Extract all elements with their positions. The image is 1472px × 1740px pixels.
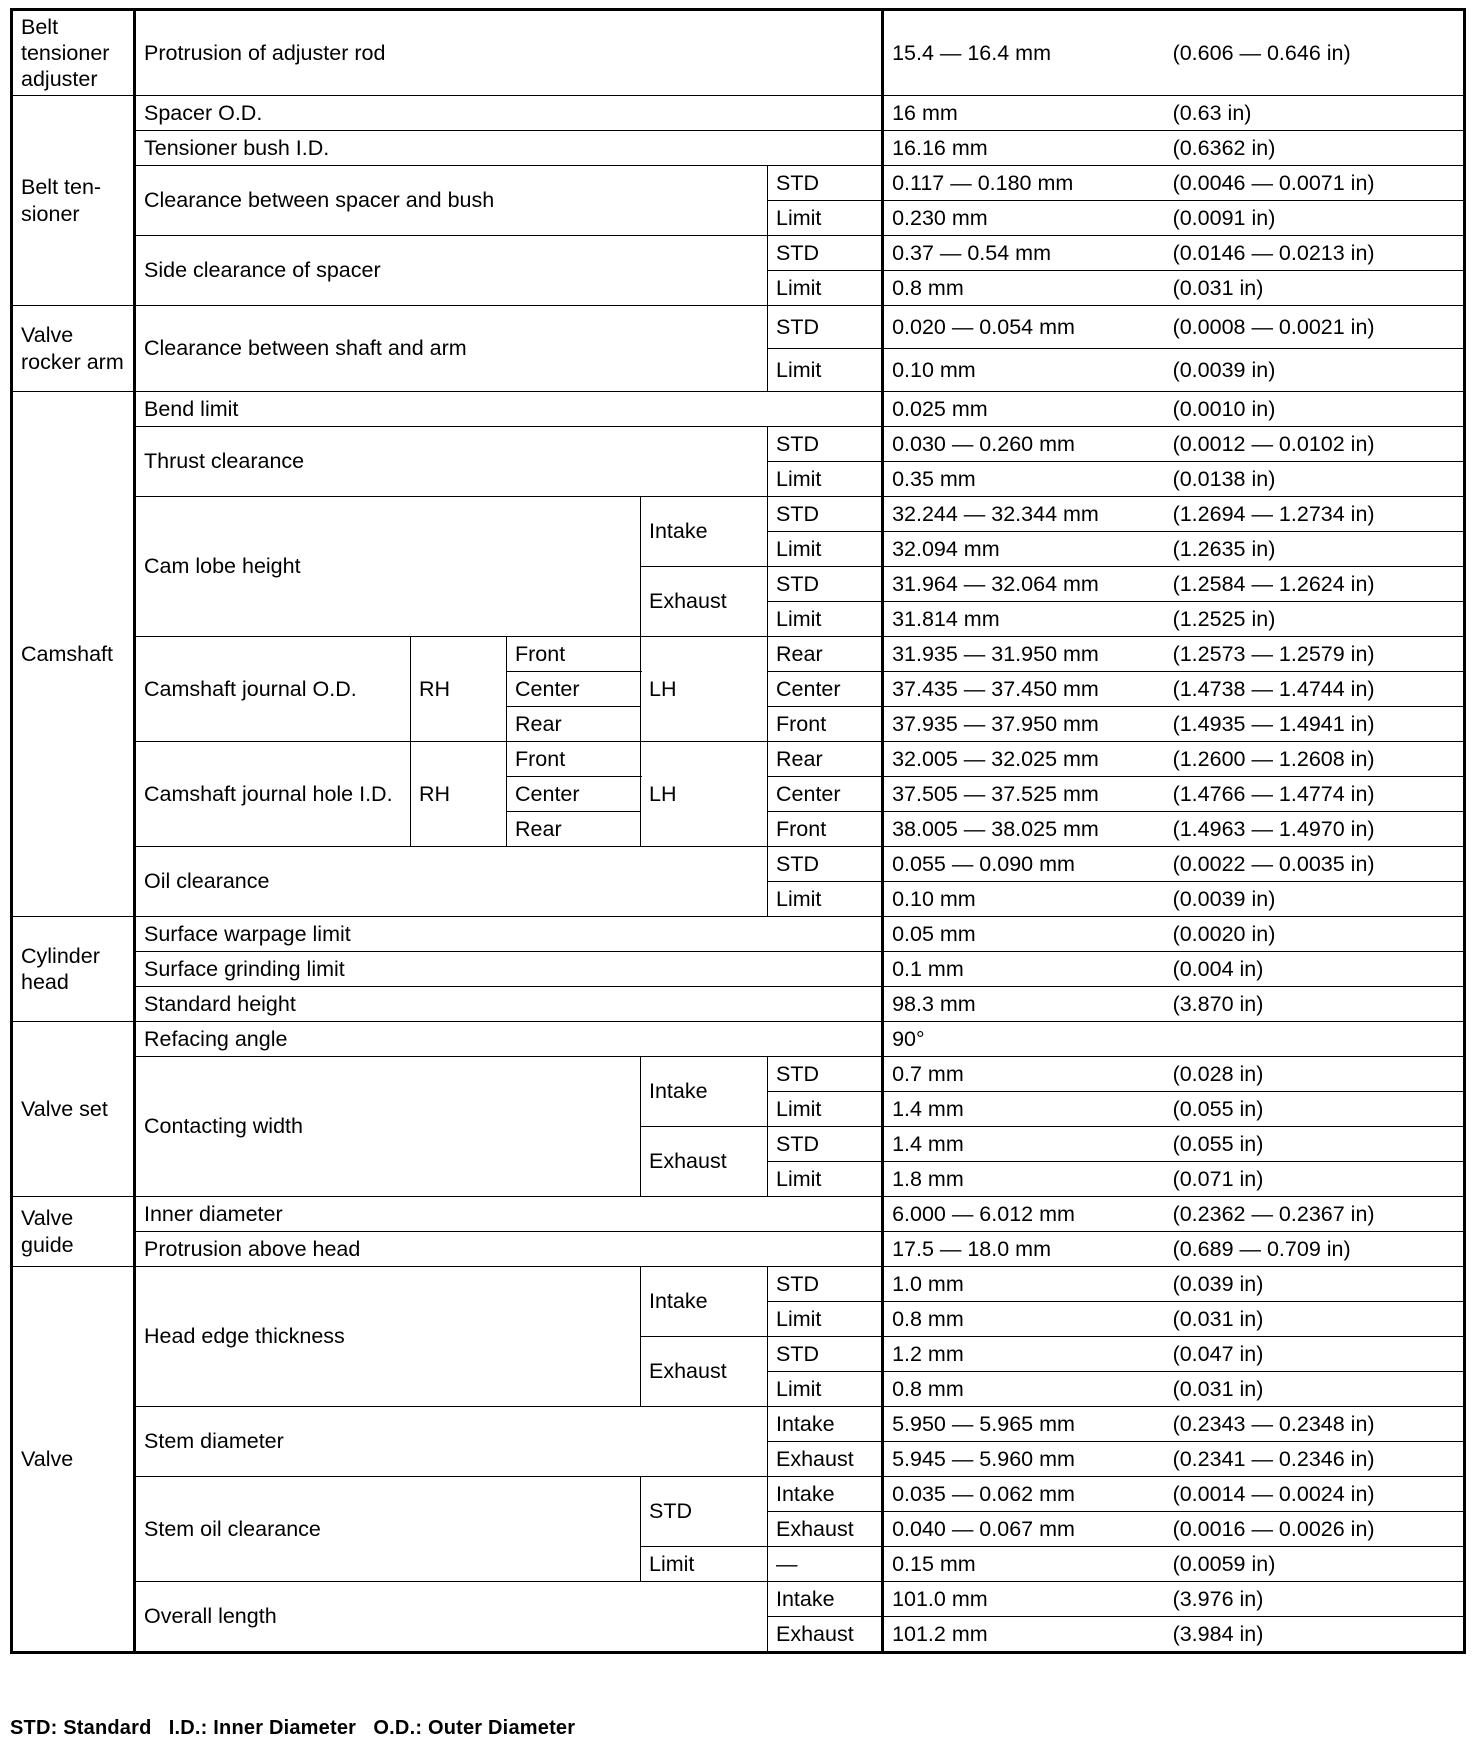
cell-value-mm: 5.945 — 5.960 mm (883, 1442, 1165, 1477)
cell-condition: Limit (768, 462, 883, 497)
cell-value-in: (0.071 in) (1165, 1162, 1465, 1197)
cell-value-in: (0.031 in) (1165, 271, 1465, 306)
cell-condition: STD (768, 1337, 883, 1372)
cell-value-mm: 17.5 — 18.0 mm (883, 1232, 1165, 1267)
cell-value-in: (0.0010 in) (1165, 392, 1465, 427)
cell-value-in: (0.2341 — 0.2346 in) (1165, 1442, 1465, 1477)
cell-condition: STD (768, 166, 883, 201)
table-row (12, 306, 1465, 349)
cell-value-in: (0.028 in) (1165, 1057, 1465, 1092)
cell-condition: STD (768, 1057, 883, 1092)
cell-condition: Center (768, 672, 883, 707)
cell-value-mm: 0.35 mm (883, 462, 1165, 497)
table-row (12, 987, 1465, 1022)
cell-value-in: (0.0046 — 0.0071 in) (1165, 166, 1465, 201)
table-row (12, 742, 1465, 777)
table-row (12, 96, 1465, 131)
cell-item: Camshaft journal hole I.D. (135, 742, 411, 847)
cell-value-mm: 32.094 mm (883, 532, 1165, 567)
table-row (12, 236, 1465, 271)
cell-condition: STD (768, 847, 883, 882)
cell-item: Protrusion of adjuster rod (135, 10, 883, 96)
cell-item: Surface grinding limit (135, 952, 883, 987)
table-row (12, 1267, 1465, 1302)
cell-qualifier: Intake (641, 1267, 768, 1337)
cell-item: Contacting width (135, 1057, 641, 1197)
cell-value-mm: 0.025 mm (883, 392, 1165, 427)
cell-value-mm: 32.005 — 32.025 mm (883, 742, 1165, 777)
cell-value-mm: 0.8 mm (883, 271, 1165, 306)
table-row (12, 917, 1465, 952)
table-row (12, 1232, 1465, 1267)
cell-condition: Limit (768, 602, 883, 637)
table-row (12, 166, 1465, 201)
cell-item: Clearance between shaft and arm (135, 306, 768, 392)
cell-condition: Limit (768, 1162, 883, 1197)
cell-value-mm: 0.05 mm (883, 917, 1165, 952)
cell-value-mm: 98.3 mm (883, 987, 1165, 1022)
cell-value-mm: 32.244 — 32.344 mm (883, 497, 1165, 532)
cell-qualifier: Exhaust (641, 567, 768, 637)
table-row (12, 1477, 1465, 1512)
cell-value-mm: 0.020 — 0.054 mm (883, 306, 1165, 349)
cell-condition: Rear (768, 742, 883, 777)
cell-value-in: (1.2584 — 1.2624 in) (1165, 567, 1465, 602)
cell-value-mm: 0.15 mm (883, 1547, 1165, 1582)
cell-value-in: (1.4935 — 1.4941 in) (1165, 707, 1465, 742)
cell-condition: Limit (768, 882, 883, 917)
cell-condition: Intake (768, 1582, 883, 1617)
cell-condition: Limit (768, 1302, 883, 1337)
cell-value-in: (0.0022 — 0.0035 in) (1165, 847, 1465, 882)
cell-value-in: (0.0138 in) (1165, 462, 1465, 497)
cell-group: Cylinder head (12, 917, 135, 1022)
abbreviation-legend: STD: Standard I.D.: Inner Diameter O.D.: Outer Diameter (10, 1717, 576, 1739)
cell-condition: Limit (768, 201, 883, 236)
cell-value-in: (3.984 in) (1165, 1617, 1465, 1653)
cell-side: RH (411, 742, 507, 847)
cell-condition: Limit (768, 349, 883, 392)
cell-value-mm: 1.4 mm (883, 1092, 1165, 1127)
cell-item: Head edge thickness (135, 1267, 641, 1407)
cell-position: Rear (507, 707, 641, 742)
cell-value-mm: 1.2 mm (883, 1337, 1165, 1372)
cell-condition: — (768, 1547, 883, 1582)
cell-condition: Front (768, 812, 883, 847)
table-row (12, 392, 1465, 427)
cell-value-mm: 0.37 — 0.54 mm (883, 236, 1165, 271)
cell-value-mm: 0.230 mm (883, 201, 1165, 236)
cell-condition: Limit (768, 1092, 883, 1127)
cell-condition: STD (768, 306, 883, 349)
cell-item: Clearance between spacer and bush (135, 166, 768, 236)
cell-condition: Limit (768, 532, 883, 567)
cell-position: Rear (507, 812, 641, 847)
table-row (12, 1407, 1465, 1442)
cell-value-in: (3.976 in) (1165, 1582, 1465, 1617)
cell-condition: STD (768, 567, 883, 602)
cell-value-in: (0.0012 — 0.0102 in) (1165, 427, 1465, 462)
cell-item: Bend limit (135, 392, 883, 427)
cell-item: Standard height (135, 987, 883, 1022)
cell-value-mm: 1.0 mm (883, 1267, 1165, 1302)
table-row (12, 1582, 1465, 1617)
cell-value-in: (0.055 in) (1165, 1092, 1465, 1127)
cell-qualifier: Intake (641, 497, 768, 567)
cell-value-mm: 1.4 mm (883, 1127, 1165, 1162)
cell-value-in: (0.2343 — 0.2348 in) (1165, 1407, 1465, 1442)
cell-value-in: (3.870 in) (1165, 987, 1465, 1022)
cell-value-mm: 0.8 mm (883, 1302, 1165, 1337)
cell-item: Protrusion above head (135, 1232, 883, 1267)
cell-position: Center (507, 777, 641, 812)
cell-group: Valve set (12, 1022, 135, 1197)
cell-condition: Front (768, 707, 883, 742)
table-row (12, 637, 1465, 672)
cell-condition: Exhaust (768, 1617, 883, 1653)
cell-value-mm: 0.035 — 0.062 mm (883, 1477, 1165, 1512)
cell-value-mm: 0.117 — 0.180 mm (883, 166, 1165, 201)
specification-table (10, 8, 1466, 1654)
cell-group: Valve rocker arm (12, 306, 135, 392)
table-row (12, 427, 1465, 462)
cell-value-in: (1.4963 — 1.4970 in) (1165, 812, 1465, 847)
cell-item: Cam lobe height (135, 497, 641, 637)
cell-value-in: (0.0059 in) (1165, 1547, 1465, 1582)
cell-side: RH (411, 637, 507, 742)
cell-item: Stem diameter (135, 1407, 768, 1477)
cell-value-mm: 16 mm (883, 96, 1165, 131)
cell-value-mm: 0.055 — 0.090 mm (883, 847, 1165, 882)
cell-condition: Intake (768, 1407, 883, 1442)
cell-condition: Exhaust (768, 1442, 883, 1477)
cell-value-in: (0.0039 in) (1165, 882, 1465, 917)
cell-value-mm: 31.935 — 31.950 mm (883, 637, 1165, 672)
cell-value-in: (1.2573 — 1.2579 in) (1165, 637, 1465, 672)
cell-value-mm: 31.814 mm (883, 602, 1165, 637)
cell-value-in: (0.0016 — 0.0026 in) (1165, 1512, 1465, 1547)
cell-value-mm: 0.8 mm (883, 1372, 1165, 1407)
cell-value-in: (0.047 in) (1165, 1337, 1465, 1372)
cell-value-mm: 101.2 mm (883, 1617, 1165, 1653)
cell-qualifier: Limit (641, 1547, 768, 1582)
cell-value-mm: 101.0 mm (883, 1582, 1165, 1617)
cell-value-mm: 31.964 — 32.064 mm (883, 567, 1165, 602)
cell-value-mm: 16.16 mm (883, 131, 1165, 166)
cell-value-in: (0.606 — 0.646 in) (1165, 10, 1465, 96)
cell-group: Belt tensioner adjuster (12, 10, 135, 96)
cell-qualifier: Exhaust (641, 1127, 768, 1197)
cell-value-in: (1.2694 — 1.2734 in) (1165, 497, 1465, 532)
cell-item: Stem oil clearance (135, 1477, 641, 1582)
cell-value-mm: 0.10 mm (883, 349, 1165, 392)
table-row (12, 131, 1465, 166)
cell-position: Front (507, 637, 641, 672)
cell-value-in: (1.4738 — 1.4744 in) (1165, 672, 1465, 707)
cell-group: Valve (12, 1267, 135, 1653)
table-row (12, 497, 1465, 532)
cell-condition: STD (768, 236, 883, 271)
cell-value-mm: 15.4 — 16.4 mm (883, 10, 1165, 96)
cell-qualifier: LH (641, 742, 768, 847)
cell-group: Valve guide (12, 1197, 135, 1267)
cell-condition: STD (768, 427, 883, 462)
cell-condition: Limit (768, 1372, 883, 1407)
cell-value-in: (0.6362 in) (1165, 131, 1465, 166)
cell-value-in: (0.0014 — 0.0024 in) (1165, 1477, 1465, 1512)
cell-value-in: (0.0008 — 0.0021 in) (1165, 306, 1465, 349)
cell-value-in: (0.004 in) (1165, 952, 1465, 987)
cell-value-mm: 6.000 — 6.012 mm (883, 1197, 1165, 1232)
cell-value-mm: 0.040 — 0.067 mm (883, 1512, 1165, 1547)
table-row (12, 847, 1465, 882)
cell-value-mm: 0.10 mm (883, 882, 1165, 917)
cell-item: Camshaft journal O.D. (135, 637, 411, 742)
cell-condition: Exhaust (768, 1512, 883, 1547)
cell-value-mm: 90° (883, 1022, 1165, 1057)
cell-value-mm: 0.030 — 0.260 mm (883, 427, 1165, 462)
cell-group: Belt ten-sioner (12, 96, 135, 306)
cell-condition: STD (768, 497, 883, 532)
cell-value-in: (0.0146 — 0.0213 in) (1165, 236, 1465, 271)
cell-value-mm: 37.935 — 37.950 mm (883, 707, 1165, 742)
cell-qualifier: Intake (641, 1057, 768, 1127)
cell-value-in: (0.63 in) (1165, 96, 1465, 131)
cell-condition: STD (768, 1267, 883, 1302)
cell-value-in: (1.4766 — 1.4774 in) (1165, 777, 1465, 812)
table-row (12, 1057, 1465, 1092)
cell-item: Inner diameter (135, 1197, 883, 1232)
cell-item: Side clearance of spacer (135, 236, 768, 306)
table-row (12, 1197, 1465, 1232)
cell-value-in: (0.031 in) (1165, 1302, 1465, 1337)
cell-item: Tensioner bush I.D. (135, 131, 883, 166)
cell-item: Oil clearance (135, 847, 768, 917)
cell-group: Camshaft (12, 392, 135, 917)
cell-value-in: (0.0020 in) (1165, 917, 1465, 952)
cell-value-in: (0.0091 in) (1165, 201, 1465, 236)
cell-position: Front (507, 742, 641, 777)
cell-condition: Center (768, 777, 883, 812)
cell-value-mm: 38.005 — 38.025 mm (883, 812, 1165, 847)
cell-value-in: (0.689 — 0.709 in) (1165, 1232, 1465, 1267)
cell-item: Refacing angle (135, 1022, 883, 1057)
cell-item: Spacer O.D. (135, 96, 883, 131)
cell-value-mm: 1.8 mm (883, 1162, 1165, 1197)
cell-value-mm: 37.505 — 37.525 mm (883, 777, 1165, 812)
cell-value-in: (0.039 in) (1165, 1267, 1465, 1302)
cell-value-in: (1.2525 in) (1165, 602, 1465, 637)
table-row (12, 952, 1465, 987)
cell-item: Surface warpage limit (135, 917, 883, 952)
cell-condition: Rear (768, 637, 883, 672)
cell-value-in: (1.2600 — 1.2608 in) (1165, 742, 1465, 777)
cell-value-in (1165, 1022, 1465, 1057)
cell-qualifier: Exhaust (641, 1337, 768, 1407)
cell-value-mm: 37.435 — 37.450 mm (883, 672, 1165, 707)
cell-item: Overall length (135, 1582, 768, 1653)
cell-position: Center (507, 672, 641, 707)
cell-condition: Limit (768, 271, 883, 306)
cell-qualifier: LH (641, 637, 768, 742)
cell-value-in: (0.0039 in) (1165, 349, 1465, 392)
cell-value-in: (0.2362 — 0.2367 in) (1165, 1197, 1465, 1232)
cell-value-mm: 0.1 mm (883, 952, 1165, 987)
cell-item: Thrust clearance (135, 427, 768, 497)
cell-value-in: (1.2635 in) (1165, 532, 1465, 567)
cell-value-mm: 0.7 mm (883, 1057, 1165, 1092)
cell-qualifier: STD (641, 1477, 768, 1547)
cell-value-mm: 5.950 — 5.965 mm (883, 1407, 1165, 1442)
table-row (12, 10, 1465, 96)
cell-condition: Intake (768, 1477, 883, 1512)
cell-value-in: (0.031 in) (1165, 1372, 1465, 1407)
cell-condition: STD (768, 1127, 883, 1162)
table-row (12, 1022, 1465, 1057)
cell-value-in: (0.055 in) (1165, 1127, 1465, 1162)
